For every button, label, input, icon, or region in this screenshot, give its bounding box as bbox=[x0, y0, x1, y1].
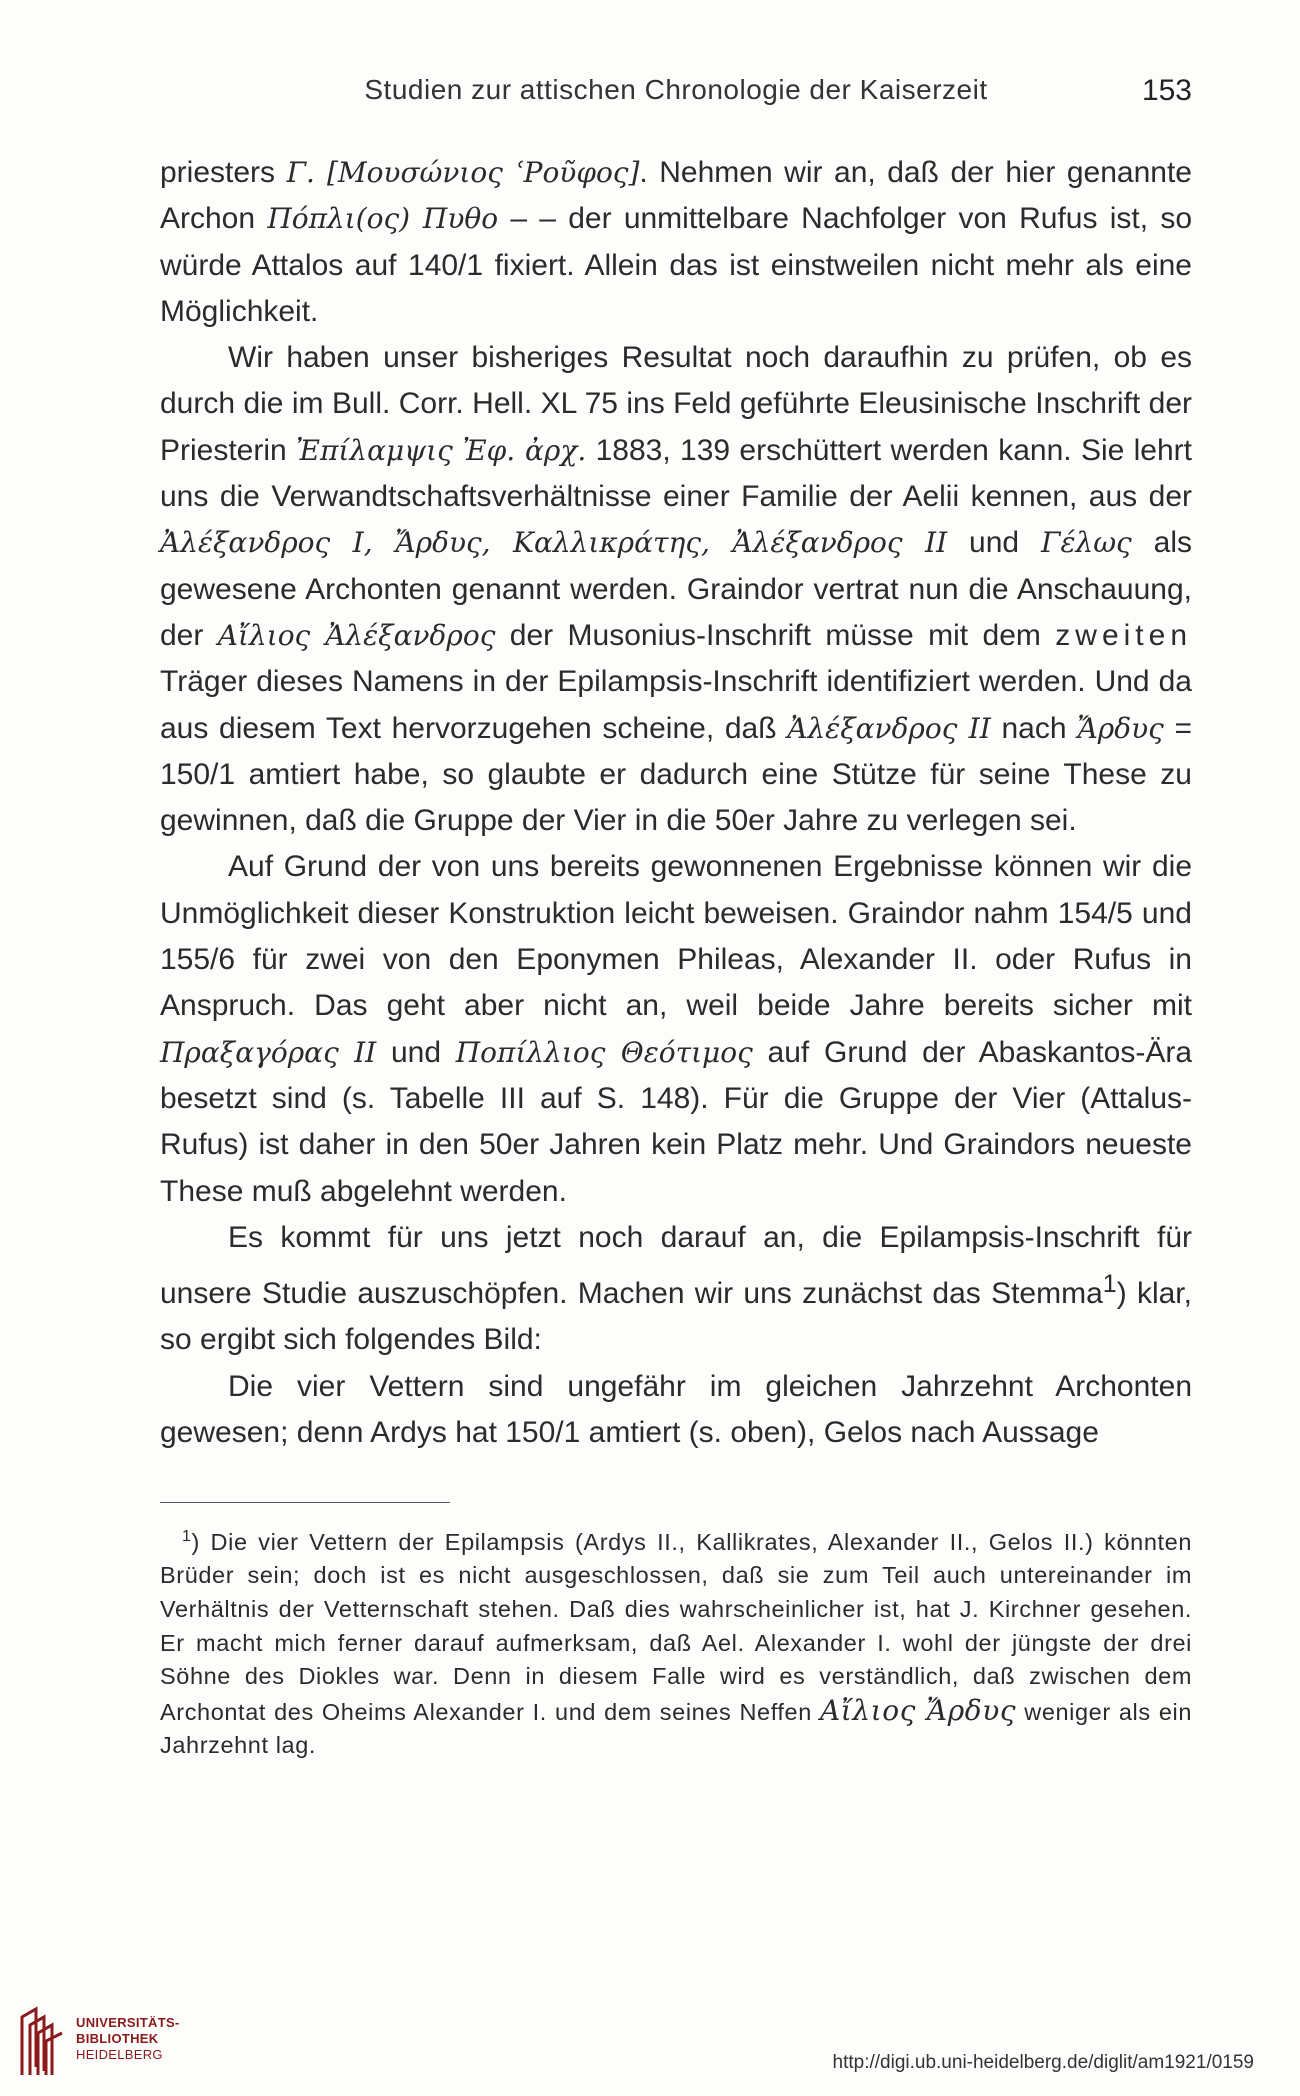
paragraph-4 bbox=[160, 1215, 1192, 1364]
text: Auf Grund der von uns bereits gewonnenen Ergebnisse können wir die Unmöglichkeit dieser Konstruktion leicht beweisen. Graindor nahm 154/5 und 155/6 für zwei von den Eponymen Phileas, Alexander II. oder Rufus in Anspruch. Das geht aber nicht an, weil beide Jahre bereits sicher mit bbox=[160, 850, 1192, 1023]
heidelberg-library-logo-icon bbox=[18, 2005, 68, 2077]
greek-text: Πραξαγόρας II bbox=[160, 1035, 377, 1069]
paragraph-5 bbox=[160, 1364, 1192, 1457]
text: ) Die vier Vettern der Epilampsis (Ardys II., Kallikrates, Alexander II., Gelos II.) könnten Brüder sein; doch ist es nicht ausgeschlossen, daß sie zum Teil auch untereinander im Verhältnis der Vetternschaft stehen. Daß dies wahrscheinlicher ist, hat J. Kirchner gesehen. Er macht mich ferner darauf aufmerksam, daß Ael. Alexander I. wohl der jüngste der drei Söhne des Diokles war. Denn in diesem Falle wird es verständlich, daß zwischen dem Archontat des Oheims Alexander I. und dem seines Neffen bbox=[160, 1528, 1192, 1725]
body-text bbox=[160, 150, 1192, 1456]
greek-text: Ἀλέξανδρος II bbox=[787, 711, 991, 745]
greek-text: Αἴλιος Ἀλέξανδρος bbox=[217, 618, 496, 652]
greek-text: Αἴλιος Ἄρδυς bbox=[819, 1693, 1017, 1727]
text: Die vier Vettern sind ungefähr im gleichen Jahrzehnt Archonten gewesen; denn Ardys hat 150/1 amtiert (s. oben), Gelos nach Aussage bbox=[160, 1369, 1192, 1450]
text: und bbox=[947, 526, 1042, 560]
footnote-paragraph bbox=[160, 1520, 1192, 1763]
text: nach bbox=[990, 711, 1078, 745]
footnote-marker: 1 bbox=[182, 1528, 192, 1545]
source-url-link[interactable]: http://digi.ub.uni-heidelberg.de/diglit/am1921/0159 bbox=[832, 2052, 1254, 2073]
greek-text: Ἄρδυς bbox=[1077, 711, 1164, 745]
footnote-divider bbox=[160, 1502, 450, 1503]
library-logo[interactable] bbox=[18, 2005, 218, 2085]
text: auf Grund der Abaskantos-Ära besetzt sind (s. Tabelle III auf S. 148). Für die Gruppe der Vier (Attalus-Rufus) ist daher in den 50er Jahren kein Platz mehr. Und Graindors neueste These muß abgelehnt werden. bbox=[160, 1035, 1193, 1208]
library-name-line: BIBLIOTHEK bbox=[76, 2031, 159, 2046]
text: priesters bbox=[160, 156, 287, 189]
text: als gewesene Archonten genannt werden. Graindor vertrat nun die Anschauung, der bbox=[160, 526, 1192, 652]
text: Wir haben unser bisheriges Resultat noch daraufhin zu prüfen, ob es durch die im Bull. Corr. Hell. XL 75 ins Feld geführte Eleusinische Inschrift der Priesterin bbox=[160, 341, 1192, 467]
text: . Nehmen wir an, daß der hier genannte Archon bbox=[160, 156, 1192, 236]
footnote bbox=[160, 1520, 1192, 1763]
text: weniger als ein Jahrzehnt lag. bbox=[160, 1698, 1192, 1759]
text: Es kommt für uns jetzt noch darauf an, die Epilampsis-Inschrift für unsere Studie auszuschöpfen. Machen wir uns zunächst das Stemma bbox=[160, 1220, 1192, 1311]
text: = 150/1 amtiert habe, so glaubte er dadurch eine Stütze für seine These zu gewinnen, daß die Gruppe der Vier in die 50er Jahre zu verlegen sei. bbox=[160, 711, 1192, 838]
page-number: 153 bbox=[1141, 74, 1192, 107]
text: und bbox=[376, 1035, 456, 1069]
greek-text: Πόπλι(ος) Πυθο bbox=[267, 202, 499, 236]
text: ) klar, so ergibt sich folgendes Bild: bbox=[160, 1277, 1192, 1357]
text: der Musonius-Inschrift müsse mit dem bbox=[495, 618, 1056, 652]
paragraph-3 bbox=[160, 844, 1192, 1214]
greek-text: Γέλως bbox=[1041, 526, 1132, 560]
running-title: Studien zur attischen Chronologie der Kaiserzeit bbox=[364, 74, 988, 105]
text: 1883, 139 erschüttert werden kann. Sie lehrt uns die Verwandtschaftsverhältnisse einer Familie der Aelii kennen, aus der bbox=[160, 433, 1193, 514]
greek-text: Γ. [Μουσώνιος ʿΡοῦφος] bbox=[286, 156, 640, 189]
library-name bbox=[76, 2015, 180, 2063]
library-name-line: UNIVERSITÄTS- bbox=[76, 2015, 180, 2030]
footnote-ref[interactable]: 1 bbox=[1102, 1270, 1117, 1299]
paragraph-1 bbox=[160, 150, 1192, 335]
text: Träger dieses Namens in der Epilampsis-Inschrift identifiziert werden. Und da aus diesem Text hervorzugehen scheine, daß bbox=[160, 665, 1192, 745]
text: – – der unmittelbare Nachfolger von Rufus ist, so würde Attalos auf 140/1 fixiert. Allein das ist einstweilen nicht mehr als eine Möglichkeit. bbox=[160, 202, 1193, 328]
spaced-emphasis: zweiten bbox=[1055, 618, 1192, 652]
greek-text: Ἐπίλαμψις Ἐφ. ἀρχ. bbox=[296, 433, 587, 467]
greek-text: Ἀλέξανδρος I, Ἄρδυς, Καλλικράτης, Ἀλέξανδρος II bbox=[160, 526, 948, 560]
paragraph-2 bbox=[160, 335, 1192, 844]
library-name-line: HEIDELBERG bbox=[76, 2047, 163, 2062]
page-header bbox=[160, 74, 1192, 118]
greek-text: Ποπίλλιος Θεότιμος bbox=[455, 1035, 753, 1069]
